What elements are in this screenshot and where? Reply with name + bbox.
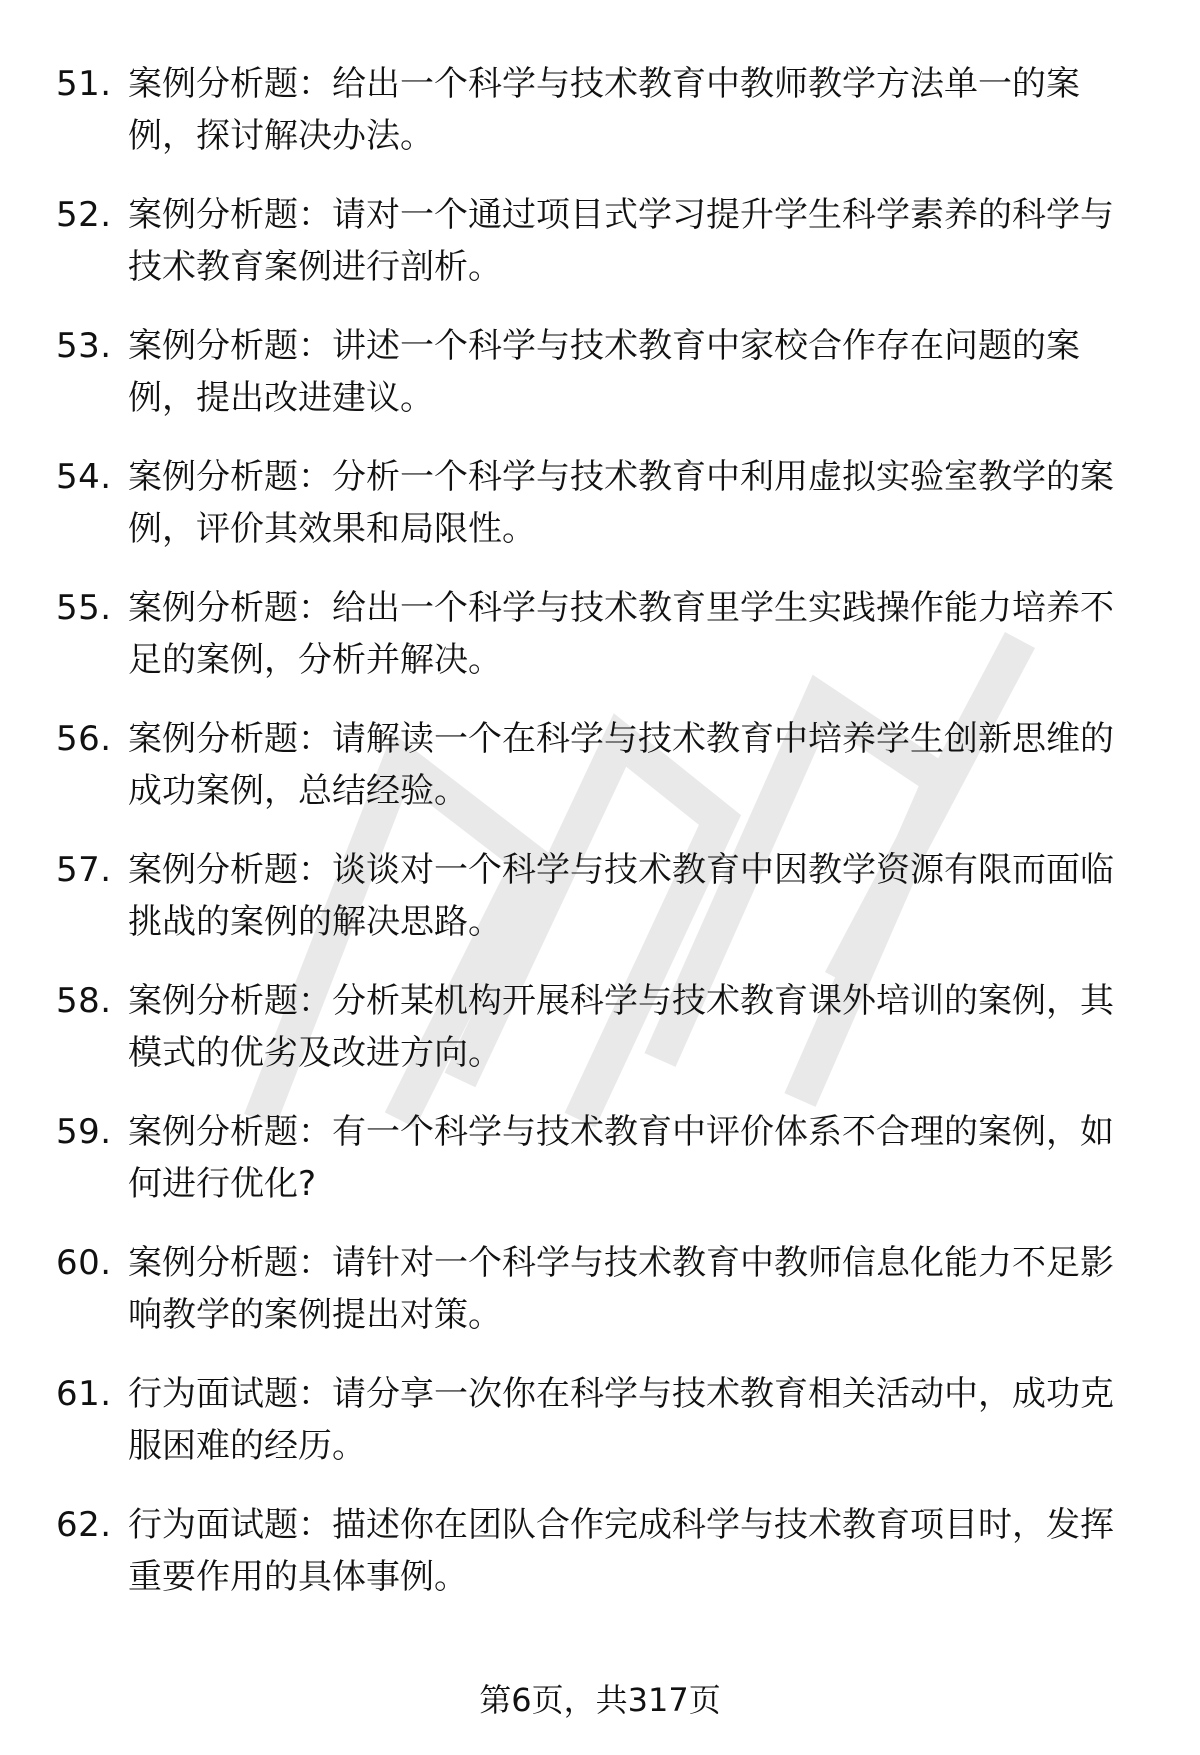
- question-text: 案例分析题：分析一个科学与技术教育中利用虚拟实验室教学的案例，评价其效果和局限性。: [128, 457, 1114, 549]
- question-number: 57.: [56, 850, 112, 890]
- question-text: 案例分析题：请对一个通过项目式学习提升学生科学素养的科学与技术教育案例进行剖析。: [128, 195, 1114, 287]
- question-text: 案例分析题：有一个科学与技术教育中评价体系不合理的案例，如何进行优化?: [128, 1112, 1114, 1204]
- question-text: 案例分析题：请针对一个科学与技术教育中教师信息化能力不足影响教学的案例提出对策。: [128, 1243, 1114, 1335]
- question-text: 行为面试题：描述你在团队合作完成科学与技术教育项目时，发挥重要作用的具体事例。: [128, 1505, 1114, 1597]
- question-number: 51.: [56, 64, 112, 104]
- question-number: 53.: [56, 326, 112, 366]
- question-item: [56, 451, 1146, 557]
- question-item: [56, 582, 1146, 688]
- question-item: [56, 844, 1146, 950]
- question-item: [56, 1368, 1146, 1474]
- question-item: [56, 1106, 1146, 1212]
- question-text: 案例分析题：给出一个科学与技术教育里学生实践操作能力培养不足的案例，分析并解决。: [128, 588, 1114, 680]
- question-item: [56, 1499, 1146, 1605]
- page-number-label: 第6页，共317页: [479, 1681, 721, 1719]
- question-number: 59.: [56, 1112, 112, 1152]
- question-text: 案例分析题：分析某机构开展科学与技术教育课外培训的案例，其模式的优劣及改进方向。: [128, 981, 1114, 1073]
- question-number: 62.: [56, 1505, 112, 1545]
- question-number: 61.: [56, 1374, 112, 1414]
- question-text: 行为面试题：请分享一次你在科学与技术教育相关活动中，成功克服困难的经历。: [128, 1374, 1114, 1466]
- question-text: 案例分析题：谈谈对一个科学与技术教育中因教学资源有限而面临挑战的案例的解决思路。: [128, 850, 1114, 942]
- question-item: [56, 320, 1146, 426]
- question-item: [56, 189, 1146, 295]
- question-number: 52.: [56, 195, 112, 235]
- question-number: 56.: [56, 719, 112, 759]
- question-number: 55.: [56, 588, 112, 628]
- question-item: [56, 975, 1146, 1081]
- question-number: 60.: [56, 1243, 112, 1283]
- question-item: [56, 1237, 1146, 1343]
- question-text: 案例分析题：给出一个科学与技术教育中教师教学方法单一的案例，探讨解决办法。: [128, 64, 1080, 156]
- question-number: 54.: [56, 457, 112, 497]
- page-footer: [0, 1680, 1200, 1720]
- question-list: [56, 58, 1146, 1630]
- question-number: 58.: [56, 981, 112, 1021]
- question-item: [56, 58, 1146, 164]
- question-text: 案例分析题：讲述一个科学与技术教育中家校合作存在问题的案例，提出改进建议。: [128, 326, 1080, 418]
- question-text: 案例分析题：请解读一个在科学与技术教育中培养学生创新思维的成功案例，总结经验。: [128, 719, 1114, 811]
- question-item: [56, 713, 1146, 819]
